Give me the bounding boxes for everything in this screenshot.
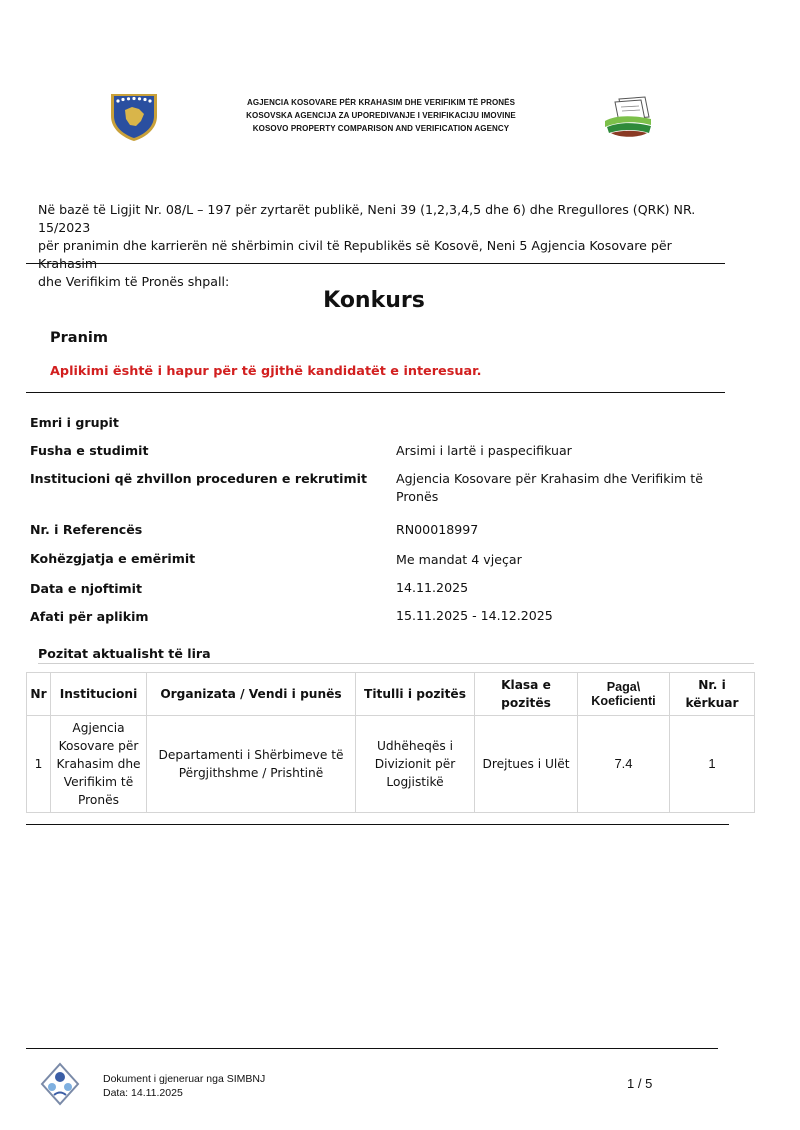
cell-position-class: Drejtues i Ulët	[475, 716, 578, 813]
generated-date-text: Data: 14.11.2025	[103, 1087, 183, 1099]
positions-table	[26, 672, 755, 813]
reference-number-label: Nr. i Referencës	[30, 522, 143, 537]
application-deadline-label: Afati për aplikim	[30, 609, 149, 624]
announcement-type: Pranim	[50, 330, 108, 346]
notice-date-value: 14.11.2025	[396, 580, 469, 595]
simbnj-logo-icon	[40, 1062, 80, 1106]
column-header-nr: Nr	[27, 673, 51, 716]
cell-required-count: 1	[670, 716, 755, 813]
field-of-study-label: Fusha e studimit	[30, 443, 149, 458]
cell-institution: Agjencia Kosovare për Krahasim dhe Verifikim të Pronës	[51, 716, 147, 813]
institution-label: Institucioni që zhvillon proceduren e rekrutimit	[30, 471, 367, 486]
column-header-pay-coefficient	[578, 673, 670, 716]
column-header-position-title: Titulli i pozitës	[356, 673, 475, 716]
legal-basis-line: dhe Verifikim të Pronës shpall:	[38, 274, 230, 289]
cell-position-title: Udhëheqës i Divizionit për Logjistikë	[356, 716, 475, 813]
legal-basis-line: për pranimin dhe karrierën në shërbimin civil të Republikës së Kosovë, Neni 5 Agjencia Kosovare për Krahasim	[38, 238, 672, 271]
kosovo-coat-of-arms-icon	[108, 88, 160, 142]
column-header-organization: Organizata / Vendi i punës	[147, 673, 356, 716]
generated-by-text: Dokument i gjeneruar nga SIMBNJ	[103, 1073, 266, 1085]
footer-generation-info	[103, 1072, 265, 1100]
column-header-institution: Institucioni	[51, 673, 147, 716]
agency-name-serbian: KOSOVSKA AGENCIJA ZA UPOREDIVANJE I VERIFIKACIJU IMOVINE	[246, 111, 516, 120]
cell-pay-coefficient: 7.4	[578, 716, 670, 813]
agency-documents-logo-icon	[603, 95, 655, 139]
footer-divider	[26, 1048, 718, 1049]
application-deadline-value: 15.11.2025 - 14.12.2025	[396, 608, 553, 623]
legal-basis-paragraph	[38, 201, 718, 291]
divider	[26, 263, 725, 264]
group-name-label: Emri i grupit	[30, 415, 119, 430]
appointment-duration-label: Kohëzgjatja e emërimit	[30, 551, 196, 566]
reference-number-value: RN00018997	[396, 522, 479, 537]
agency-name-english: KOSOVO PROPERTY COMPARISON AND VERIFICATION AGENCY	[252, 124, 510, 133]
institution-value-line: Pronës	[396, 489, 439, 504]
section-underline	[38, 663, 754, 664]
open-positions-heading: Pozitat aktualisht të lira	[38, 646, 211, 661]
column-header-required-count: Nr. i kërkuar	[670, 673, 755, 716]
column-header-position-class: Klasa e pozitës	[475, 673, 578, 716]
divider	[26, 392, 725, 393]
institution-value	[396, 470, 716, 506]
agency-name-block	[200, 96, 562, 135]
field-of-study-value: Arsimi i lartë i paspecifikuar	[396, 443, 572, 458]
notice-date-label: Data e njoftimit	[30, 581, 142, 596]
page-number: 1 / 5	[627, 1076, 653, 1091]
cell-organization: Departamenti i Shërbimeve të Përgjithshme / Prishtinë	[147, 716, 356, 813]
divider	[26, 824, 729, 825]
cell-nr: 1	[27, 716, 51, 813]
table-row	[27, 716, 755, 813]
appointment-duration-value: Me mandat 4 vjeçar	[396, 552, 522, 567]
institution-value-line: Agjencia Kosovare për Krahasim dhe Verifikim të	[396, 471, 703, 486]
column-header-pay-line: Koeficienti	[591, 694, 656, 708]
column-header-pay-line: Paga\	[606, 680, 641, 694]
agency-name-albanian: AGJENCIA KOSOVARE PËR KRAHASIM DHE VERIFIKIM TË PRONËS	[246, 98, 516, 107]
legal-basis-line: Në bazë të Ligjit Nr. 08/L – 197 për zyrtarët publikë, Neni 39 (1,2,3,4,5 dhe 6) dhe Rregullores (QRK) NR. 15/2023	[38, 202, 696, 235]
application-notice: Aplikimi është i hapur për të gjithë kandidatët e interesuar.	[50, 364, 482, 379]
table-header-row	[27, 673, 755, 716]
page-title: Konkurs	[323, 288, 425, 313]
